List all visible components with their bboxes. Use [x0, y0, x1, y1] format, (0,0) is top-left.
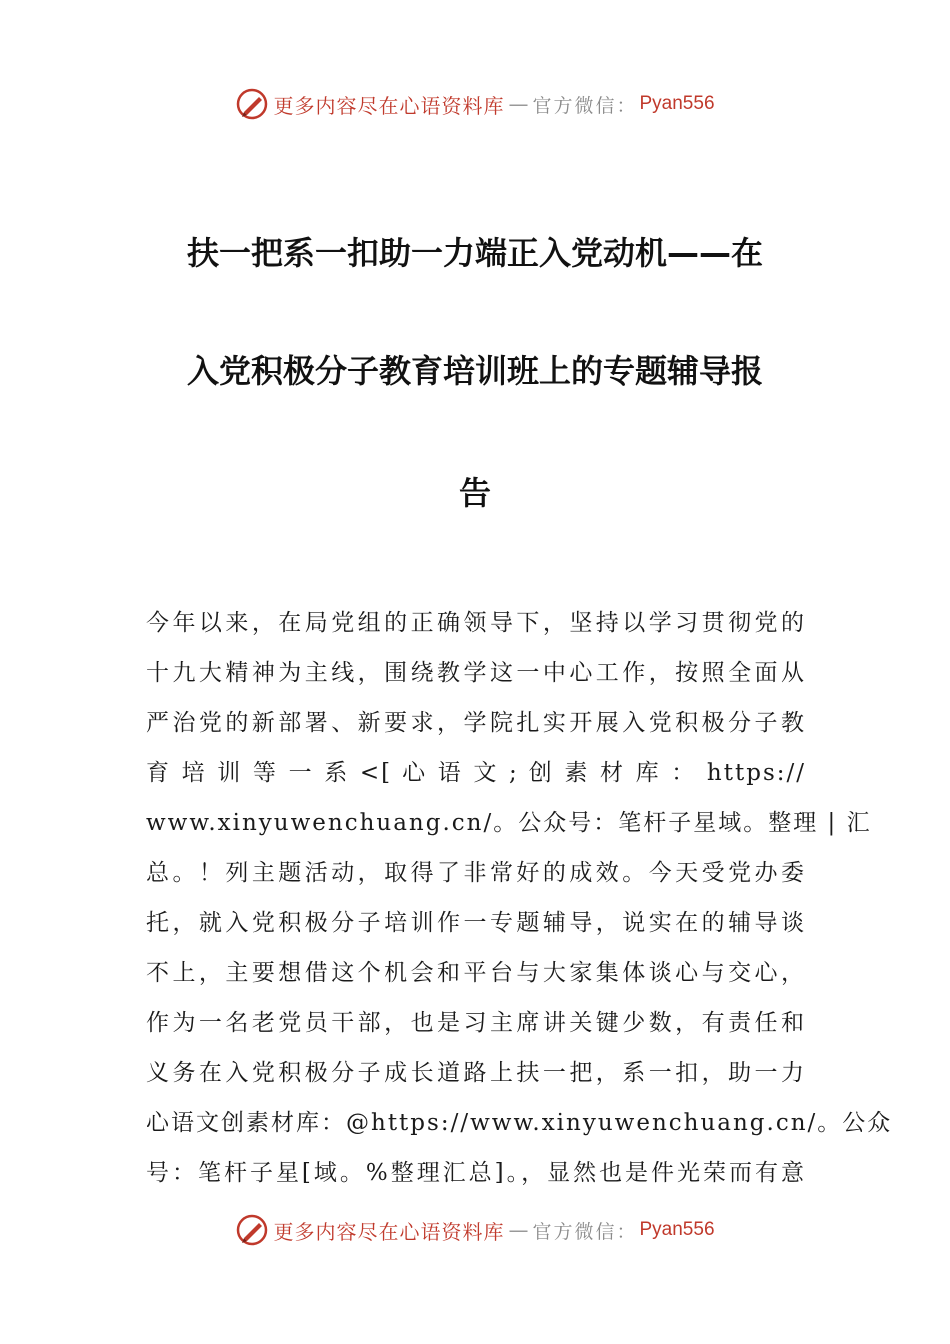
body-line: 心语文创素材库：@https://www.xinyuwenchuang.cn/。公众	[146, 1110, 893, 1136]
body-line: 作为一名老党员干部，也是习主席讲关键少数，有责任和	[146, 1010, 806, 1036]
document-title-line-3: 告	[458, 474, 491, 512]
body-line: 严治党的新部署、新要求，学院扎实开展入党积极分子教	[146, 710, 806, 736]
watermark-wechat-id: Pyan556	[639, 1219, 715, 1240]
document-body	[146, 598, 893, 1198]
document-title-line-2: 入党积极分子教育培训班上的专题辅导报	[186, 352, 763, 390]
watermark-brand: 更多内容尽在心语资料库	[273, 1219, 505, 1244]
watermark-header	[0, 84, 950, 124]
body-line: 义务在入党积极分子成长道路上扶一把，系一扣，助一力	[146, 1060, 806, 1086]
watermark-wechat-id: Pyan556	[639, 93, 715, 114]
body-line: 总。！列主题活动，取得了非常好的成效。今天受党办委	[146, 860, 806, 886]
pen-logo-icon	[235, 87, 269, 121]
body-line: 育 培 训 等 一 系 <[ 心 语 文 ; 创 素 材 库 ： https://	[146, 760, 806, 786]
body-line: 托，就入党积极分子培训作一专题辅导，说实在的辅导谈	[146, 910, 806, 936]
body-line: www.xinyuwenchuang.cn/。公众号：笔杆子星域。整理 | 汇	[146, 810, 872, 836]
pen-logo-icon	[235, 1213, 269, 1247]
watermark-dash: —	[508, 1218, 529, 1242]
body-line: 今年以来，在局党组的正确领导下，坚持以学习贯彻党的	[146, 610, 806, 636]
watermark-dash: —	[508, 92, 529, 116]
watermark-brand: 更多内容尽在心语资料库	[273, 93, 505, 118]
watermark-official-label: 官方微信：	[532, 1220, 638, 1243]
body-line: 号：笔杆子星[域。%整理汇总]。，显然也是件光荣而有意	[146, 1160, 806, 1186]
body-line: 十九大精神为主线，围绕教学这一中心工作，按照全面从	[146, 660, 806, 686]
document-title-line-1: 扶一把系一扣助一力端正入党动机——在	[186, 234, 763, 272]
body-line: 不上，主要想借这个机会和平台与大家集体谈心与交心，	[146, 960, 806, 986]
watermark-official-label: 官方微信：	[532, 94, 638, 117]
watermark-footer	[0, 1210, 950, 1250]
